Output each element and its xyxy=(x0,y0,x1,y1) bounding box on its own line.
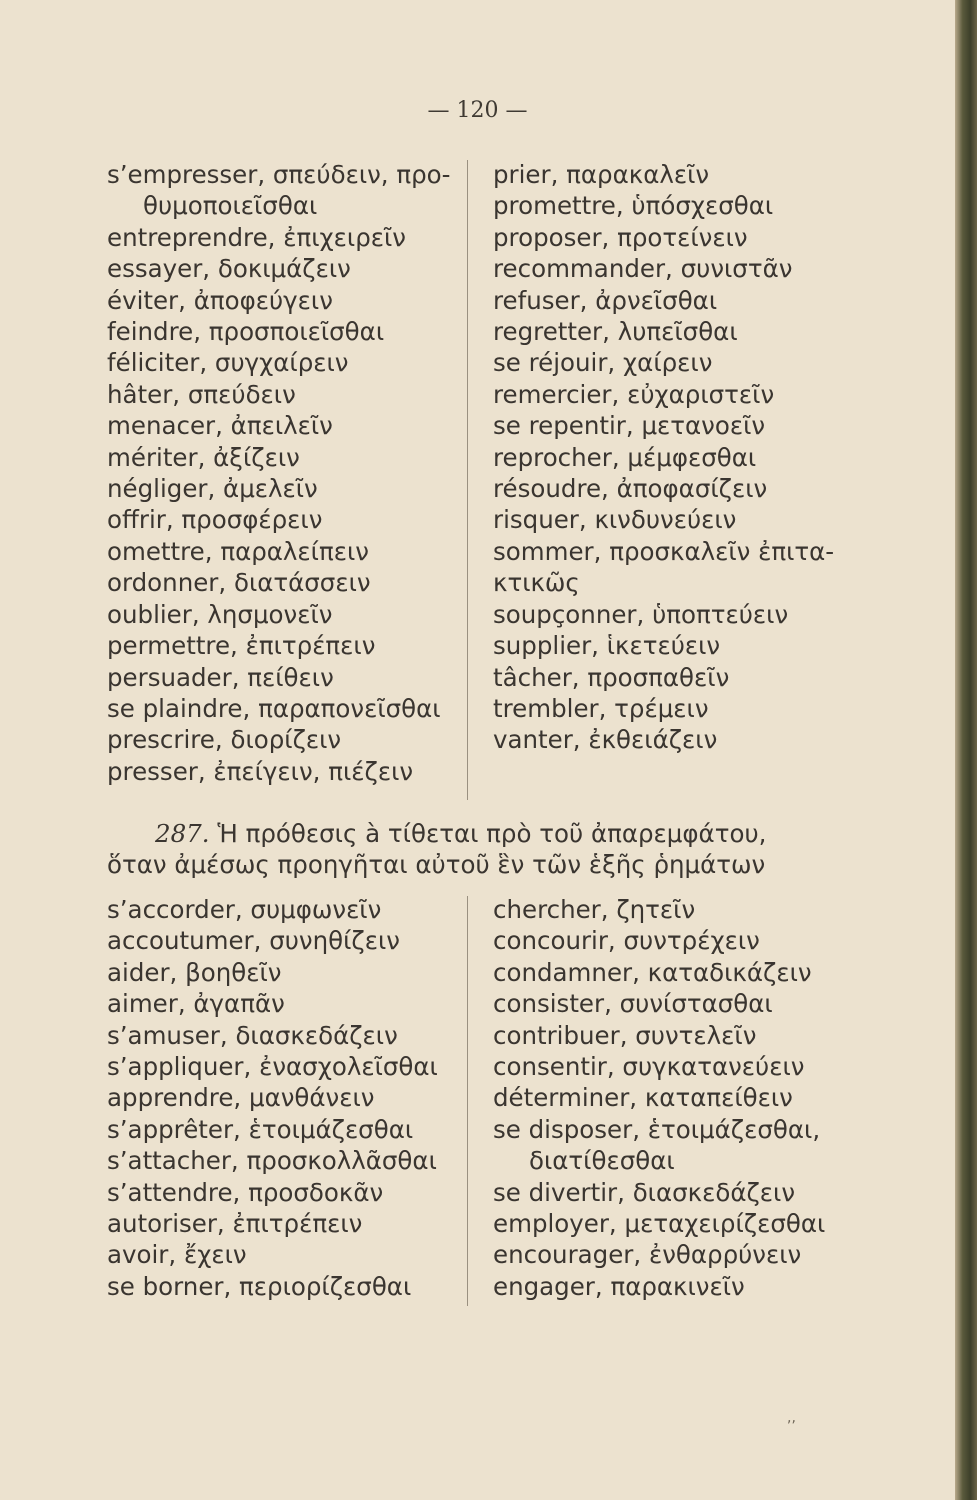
verb-entry: aider, βοηθεῖν xyxy=(107,957,282,987)
verb-entry: persuader, πείθειν xyxy=(107,662,334,692)
column-divider-top xyxy=(467,160,468,800)
verb-entry: éviter, ἀποφεύγειν xyxy=(107,285,333,315)
verb-entry: trembler, τρέμειν xyxy=(493,693,709,723)
verb-entry: essayer, δοκιμάζειν xyxy=(107,254,351,284)
verb-entry: hâter, σπεύδειν xyxy=(107,379,296,409)
verb-entry: négliger, ἀμελεῖν xyxy=(107,474,318,504)
verb-entry: θυμοποιεῖσθαι xyxy=(143,191,318,221)
verb-entry: ordonner, διατάσσειν xyxy=(107,568,371,598)
verb-entry: s’appliquer, ἐνασχολεῖσθαι xyxy=(107,1052,438,1082)
verb-entry: s’amuser, διασκεδάζειν xyxy=(107,1020,398,1050)
column-divider-bottom xyxy=(467,896,468,1306)
verb-entry: s’attacher, προσκολλᾶσθαι xyxy=(107,1146,437,1176)
verb-entry: se repentir, μετανοεῖν xyxy=(493,411,766,441)
section-text-2: ὅταν ἀμέσως προηγῆται αὐτοῦ ἓν τῶν ἑξῆς ῥημάτων xyxy=(107,850,766,880)
book-edge xyxy=(955,0,977,1500)
verb-entry: menacer, ἀπειλεῖν xyxy=(107,411,333,441)
verb-entry: accoutumer, συνηθίζειν xyxy=(107,926,400,956)
verb-entry: se borner, περιορίζεσθαι xyxy=(107,1271,412,1301)
section-text-1: Ἡ πρόθεσις à τίθεται πρὸ τοῦ ἀπαρεμφάτου, xyxy=(217,819,767,848)
verb-entry: oublier, λησμονεῖν xyxy=(107,599,333,629)
verb-entry: avoir, ἔχειν xyxy=(107,1240,247,1270)
verb-entry: encourager, ἐνθαρρύνειν xyxy=(493,1240,802,1270)
verb-entry: κτικῶς xyxy=(493,568,580,598)
verb-entry: résoudre, ἀποφασίζειν xyxy=(493,474,768,504)
verb-entry: féliciter, συγχαίρειν xyxy=(107,348,349,378)
verb-entry: se divertir, διασκεδάζειν xyxy=(493,1177,796,1207)
verb-entry: regretter, λυπεῖσθαι xyxy=(493,317,738,347)
verb-entry: entreprendre, ἐπιχειρεῖν xyxy=(107,222,406,252)
verb-entry: permettre, ἐπιτρέπειν xyxy=(107,631,376,661)
verb-entry: mériter, ἀξίζειν xyxy=(107,442,300,472)
verb-entry: concourir, συντρέχειν xyxy=(493,926,760,956)
verb-entry: prescrire, διορίζειν xyxy=(107,725,342,755)
verb-entry: condamner, καταδικάζειν xyxy=(493,957,812,987)
verb-entry: s’apprêter, ἑτοιμάζεσθαι xyxy=(107,1114,414,1144)
verb-entry: s’accorder, συμφωνεῖν xyxy=(107,895,382,924)
verb-entry: autoriser, ἐπιτρέπειν xyxy=(107,1209,363,1239)
pencil-mark: ,, xyxy=(787,1410,796,1426)
verb-entry: recommander, συνιστᾶν xyxy=(493,254,793,284)
verb-entry: sommer, προσκαλεῖν ἐπιτα- xyxy=(493,536,835,566)
verb-list-top-left xyxy=(107,159,451,787)
section-287 xyxy=(107,818,867,881)
verb-entry: supplier, ἱκετεύειν xyxy=(493,631,721,661)
verb-entry: promettre, ὑπόσχεσθαι xyxy=(493,191,774,221)
verb-entry: s’attendre, προσδοκᾶν xyxy=(107,1177,384,1207)
verb-entry: contribuer, συντελεῖν xyxy=(493,1020,757,1050)
section-287-line-1 xyxy=(107,818,867,849)
page-number: — 120 — xyxy=(427,98,528,123)
verb-entry: omettre, παραλείπειν xyxy=(107,536,369,566)
verb-entry: prier, παρακαλεῖν xyxy=(493,160,710,189)
verb-list-bottom-left xyxy=(107,894,438,1302)
verb-entry: se disposer, ἑτοιμάζεσθαι, xyxy=(493,1114,821,1144)
verb-entry: remercier, εὐχαριστεῖν xyxy=(493,379,775,409)
verb-entry: se plaindre, παραπονεῖσθαι xyxy=(107,693,441,723)
verb-entry: s’empresser, σπεύδειν, προ- xyxy=(107,160,451,189)
section-number: 287. xyxy=(155,819,210,848)
verb-list-top-right xyxy=(493,159,834,756)
verb-entry: reprocher, μέμφεσθαι xyxy=(493,442,757,472)
verb-list-bottom-right xyxy=(493,894,825,1302)
verb-entry: refuser, ἀρνεῖσθαι xyxy=(493,285,718,315)
verb-entry: consister, συνίστασθαι xyxy=(493,989,773,1019)
verb-entry: se réjouir, χαίρειν xyxy=(493,348,713,378)
verb-entry: soupçonner, ὑποπτεύειν xyxy=(493,599,789,629)
verb-entry: risquer, κινδυνεύειν xyxy=(493,505,737,535)
verb-entry: consentir, συγκατανεύειν xyxy=(493,1052,805,1082)
verb-entry: offrir, προσφέρειν xyxy=(107,505,323,535)
verb-entry: vanter, ἐκθειάζειν xyxy=(493,725,718,755)
verb-entry: déterminer, καταπείθειν xyxy=(493,1083,793,1113)
verb-entry: διατίθεσθαι xyxy=(529,1146,675,1176)
verb-entry: employer, μεταχειρίζεσθαι xyxy=(493,1209,826,1239)
verb-entry: apprendre, μανθάνειν xyxy=(107,1083,375,1113)
verb-entry: presser, ἐπείγειν, πιέζειν xyxy=(107,756,414,786)
verb-entry: feindre, προσποιεῖσθαι xyxy=(107,317,385,347)
verb-entry: tâcher, προσπαθεῖν xyxy=(493,662,730,692)
verb-entry: engager, παρακινεῖν xyxy=(493,1271,745,1301)
verb-entry: aimer, ἀγαπᾶν xyxy=(107,989,285,1019)
verb-entry: chercher, ζητεῖν xyxy=(493,895,696,924)
verb-entry: proposer, προτείνειν xyxy=(493,222,748,252)
